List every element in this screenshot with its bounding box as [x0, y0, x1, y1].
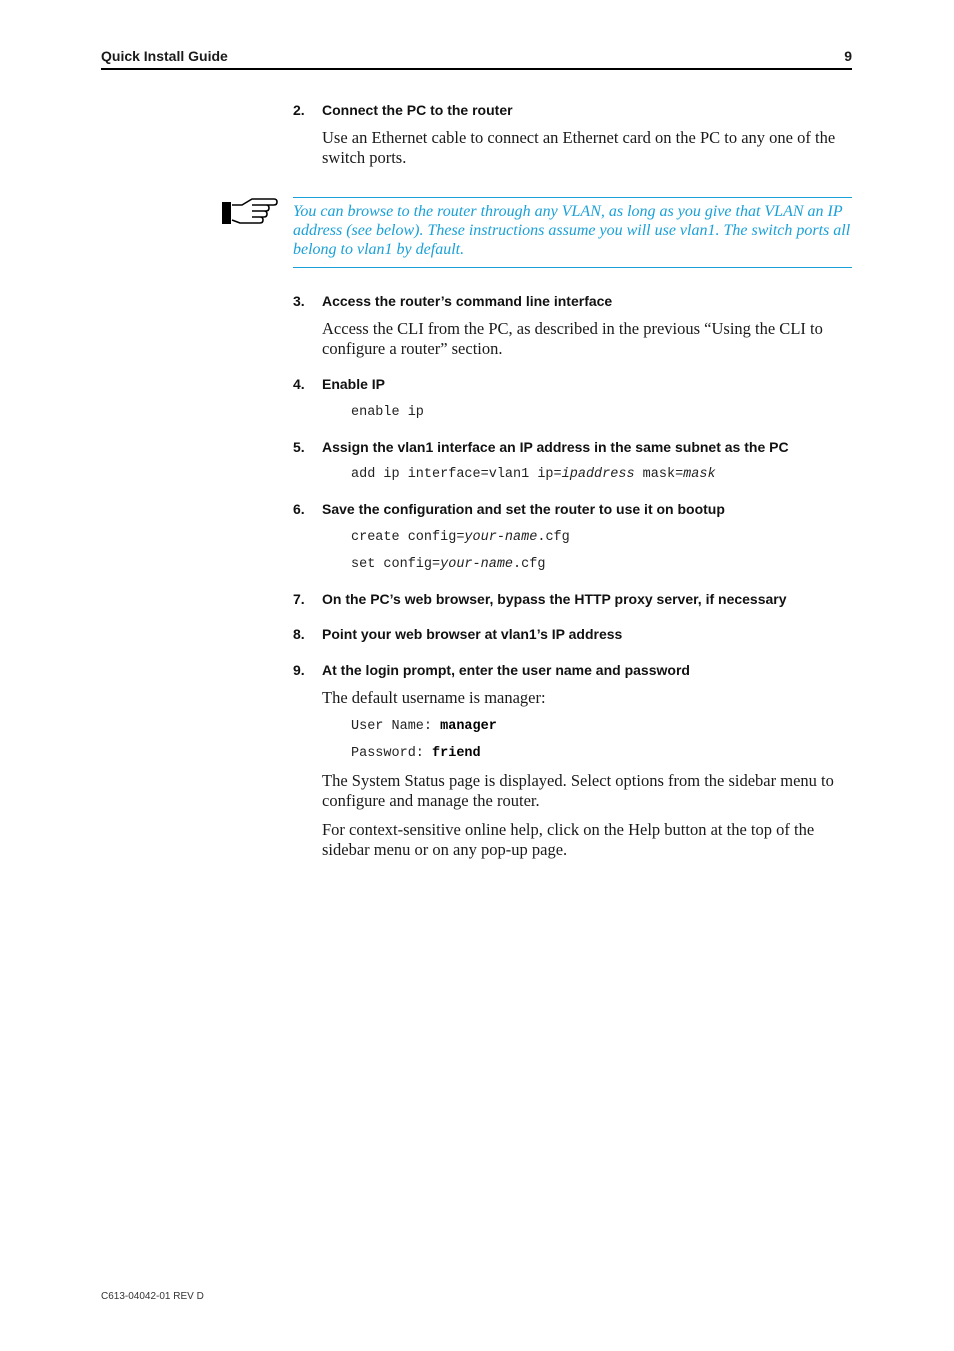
- step-heading: Connect the PC to the router: [322, 102, 513, 118]
- step-paragraph: The System Status page is displayed. Select options from the sidebar menu to configure and manage the router.: [322, 771, 834, 810]
- step-number: 2.: [293, 102, 305, 118]
- step-number: 8.: [293, 626, 305, 642]
- step-6: [293, 499, 853, 575]
- step-heading: On the PC’s web browser, bypass the HTTP proxy server, if necessary: [322, 591, 787, 607]
- step-heading: Assign the vlan1 interface an IP address in the same subnet as the PC: [322, 439, 789, 455]
- command-line: add ip interface=vlan1 ip=ipaddress mask=mask: [351, 467, 716, 482]
- step-number: 7.: [293, 591, 305, 607]
- password-line: Password: friend: [351, 746, 481, 761]
- command-line: create config=your-name.cfg: [351, 530, 570, 545]
- pointing-hand-icon: [222, 196, 278, 226]
- step-number: 3.: [293, 293, 305, 309]
- step-paragraph: Use an Ethernet cable to connect an Ethernet card on the PC to any one of the switch ports.: [322, 128, 836, 167]
- step-heading: Enable IP: [322, 376, 386, 392]
- step-5: [293, 437, 853, 485]
- command-line: enable ip: [351, 405, 424, 420]
- footer-doc-id: C613-04042-01 REV D: [101, 1291, 204, 1302]
- command-line: set config=your-name.cfg: [351, 557, 546, 572]
- step-9: [293, 660, 853, 860]
- step-number: 5.: [293, 439, 305, 455]
- step-number: 4.: [293, 376, 305, 392]
- step-number: 9.: [293, 662, 305, 678]
- step-7: [293, 589, 853, 609]
- step-8: [293, 624, 853, 644]
- step-heading: Point your web browser at vlan1’s IP address: [322, 626, 623, 642]
- step-heading: Save the configuration and set the router to use it on bootup: [322, 501, 725, 517]
- note-box: You can browse to the router through any VLAN, as long as you give that VLAN an IP address (see below). These instructions assume you will use vlan1. The switch ports all belong to vlan1 by default.: [293, 197, 852, 268]
- username-line: User Name: manager: [351, 719, 497, 734]
- step-2: [293, 100, 853, 168]
- step-paragraph: The default username is manager:: [322, 688, 546, 707]
- step-paragraph: Access the CLI from the PC, as described in the previous “Using the CLI to configure a router” section.: [322, 319, 823, 358]
- page-header: [101, 48, 852, 70]
- document-title: Quick Install Guide: [101, 48, 228, 64]
- step-number: 6.: [293, 501, 305, 517]
- step-4: [293, 374, 853, 423]
- step-paragraph: For context-sensitive online help, click on the Help button at the top of the sidebar menu or on any pop-up page.: [322, 820, 815, 859]
- page-number: 9: [844, 48, 852, 64]
- step-heading: Access the router’s command line interface: [322, 293, 613, 309]
- step-heading: At the login prompt, enter the user name and password: [322, 662, 690, 678]
- step-3: [293, 291, 853, 359]
